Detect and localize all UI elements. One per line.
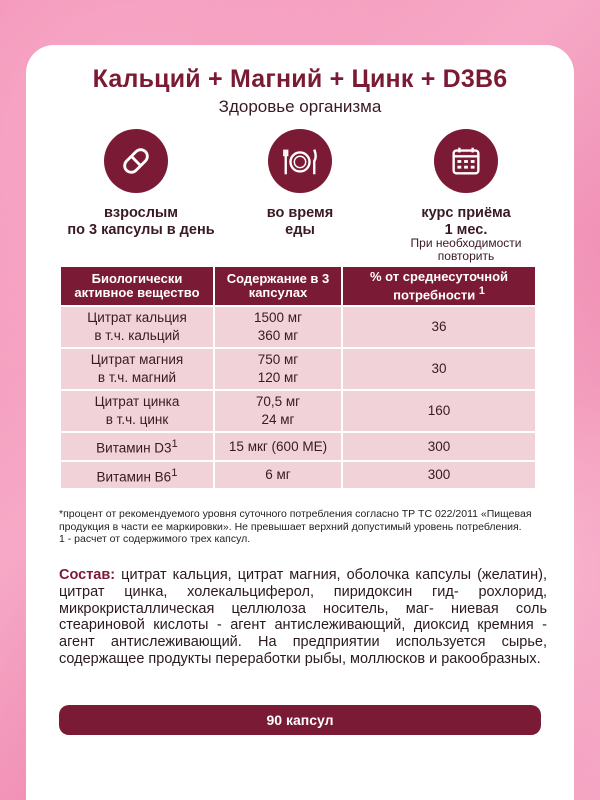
table-row <box>60 390 536 432</box>
composition-label: Состав: <box>59 567 116 583</box>
table-row <box>60 306 536 348</box>
cell-substance: Цитрат цинка в т.ч. цинк <box>60 390 214 432</box>
cell-amount: 750 мг 120 мг <box>214 348 342 390</box>
nutrient-table <box>59 265 537 490</box>
footnotes <box>59 508 549 546</box>
product-card <box>26 45 574 800</box>
footnote: *процент от рекомендуемого уровня суточного потребления согласно ТР ТС 022/2011 «Пищевая продукция в части ее маркировки». Не превышает верхний допустимый уровень потребления. <box>59 508 532 533</box>
composition-text: Состав: цитрат кальция, цитрат магния, оболочка капсулы (желатин), цитрат цинка, холекальциферол, пиридоксин гид- рохлорид, микрокристаллическая целлюлоза носитель, маг- ниевая соль стеариновой кислоты - агент антислеживающий, диоксид кремния - агент антислеживающий. На предприятии используется сырье, содержащее продукты переработки рыбы, моллюсков и ракообразных. <box>59 567 547 667</box>
calendar-icon <box>434 129 498 193</box>
cell-percent: 36 <box>342 306 536 348</box>
table-row <box>60 348 536 390</box>
cell-substance: Цитрат магния в т.ч. магний <box>60 348 214 390</box>
cell-substance: Цитрат кальция в т.ч. кальций <box>60 306 214 348</box>
course-caption: курс приёма 1 мес. <box>421 205 511 238</box>
cell-percent: 300 <box>342 461 536 490</box>
page-subtitle: Здоровье организма <box>218 97 382 116</box>
footnote: 1 - расчет от содержимого трех капсул. <box>59 533 251 545</box>
cell-amount: 1500 мг 360 мг <box>214 306 342 348</box>
cell-percent: 160 <box>342 390 536 432</box>
cell-percent: 300 <box>342 432 536 461</box>
cell-amount: 70,5 мг 24 мг <box>214 390 342 432</box>
table-row <box>60 432 536 461</box>
capsule-icon <box>104 129 168 193</box>
timing-caption: во время еды <box>266 205 334 238</box>
cell-amount: 6 мг <box>214 461 342 490</box>
cell-percent: 30 <box>342 348 536 390</box>
plate-cutlery-icon <box>268 129 332 193</box>
table-row <box>60 461 536 490</box>
dosage-caption: взрослым по 3 капсулы в день <box>67 205 215 238</box>
page-title: Кальций + Магний + Цинк + D3B6 <box>92 65 508 93</box>
header-substance: Биологически активное вещество <box>60 266 214 306</box>
cell-substance: Витамин $D3^1$ <box>60 432 214 461</box>
capsule-count-badge: 90 капсул <box>59 705 541 735</box>
table-header-row <box>60 266 536 306</box>
cell-substance: Витамин $В6^1$ <box>60 461 214 490</box>
header-percent: % от среднесуточной потребности $^1$ <box>342 266 536 306</box>
course-note: При необходимости повторить <box>410 236 522 263</box>
header-amount: Содержание в 3 капсулах <box>214 266 342 306</box>
cell-amount: 15 мкг (600 МЕ) <box>214 432 342 461</box>
